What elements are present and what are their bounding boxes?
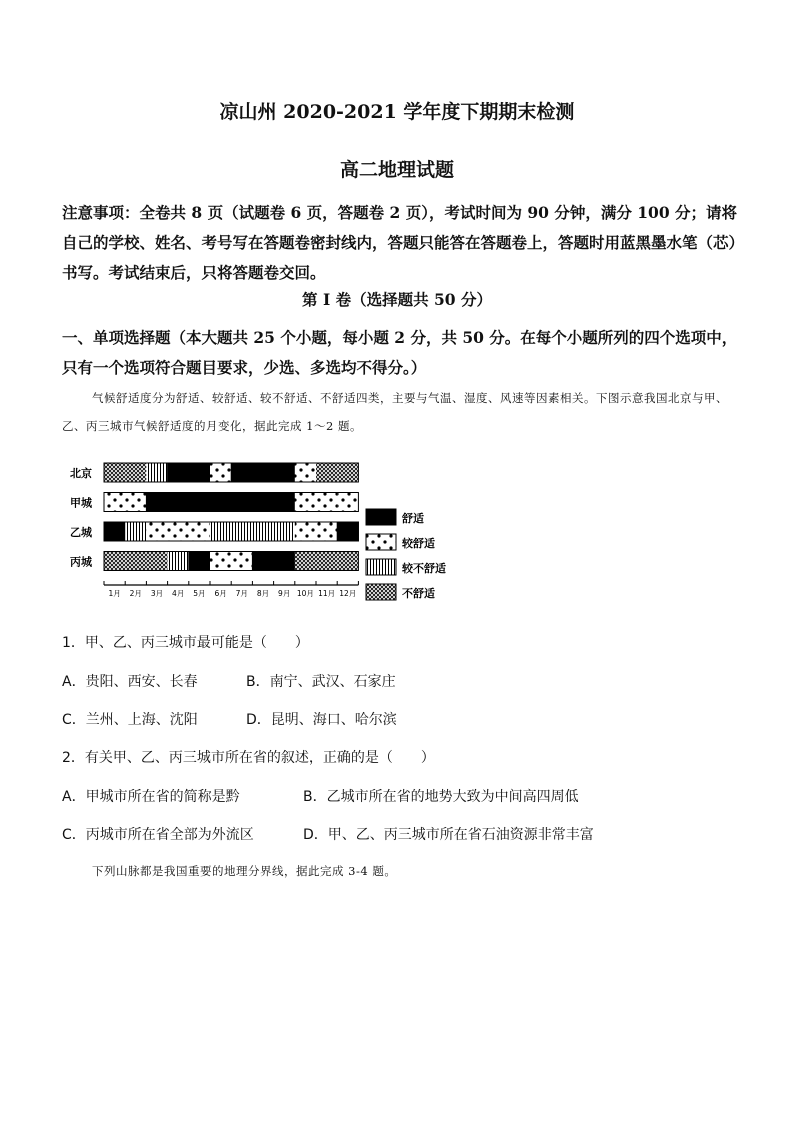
comfort-cell xyxy=(210,463,231,482)
comfort-cell xyxy=(168,522,189,541)
month-label: 12月 xyxy=(339,589,357,598)
section-title: 第 I 卷（选择题共 50 分） xyxy=(302,290,492,309)
comfort-cell xyxy=(337,463,358,482)
comfort-cell xyxy=(316,463,337,482)
comfort-cell xyxy=(104,522,125,541)
question-2-option-d: D．甲、乙、丙三城市所在省石油资源非常丰富 xyxy=(303,827,594,843)
exam-title: 凉山州 2020-2021 学年度下期期末检测 xyxy=(219,101,575,123)
comfort-cell xyxy=(337,522,358,541)
comfort-cell xyxy=(146,522,167,541)
legend-swatch xyxy=(366,584,396,600)
month-label: 2月 xyxy=(129,589,142,598)
material-paragraph-1: 气候舒适度分为舒适、较舒适、较不舒适、不舒适四类，主要与气温、湿度、风速等因素相关。下图示意我国北京与甲、乙、丙三城市气候舒适度的月变化，据此完成 1～2 题。 xyxy=(62,391,728,433)
comfort-cell xyxy=(274,522,295,541)
comfort-cell xyxy=(104,493,125,512)
comfort-cell xyxy=(125,552,146,571)
comfort-cell xyxy=(189,463,210,482)
month-label: 7月 xyxy=(235,589,248,598)
month-label: 9月 xyxy=(278,589,291,598)
comfort-cell xyxy=(231,522,252,541)
legend-label: 较舒适 xyxy=(402,537,435,550)
part-instructions: 一、单项选择题（本大题共 25 个小题，每小题 2 分，共 50 分。在每个小题所列的四个选项中，只有一个选项符合题目要求，少选、多选均不得分。） xyxy=(62,328,738,377)
question-1-option-a: A．贵阳、西安、长春 xyxy=(62,674,198,690)
comfort-cell xyxy=(146,493,167,512)
comfort-cell xyxy=(295,522,316,541)
comfort-cell xyxy=(252,493,273,512)
comfort-cell xyxy=(231,493,252,512)
comfort-cell xyxy=(168,552,189,571)
comfort-cell xyxy=(104,463,125,482)
comfort-cell xyxy=(252,522,273,541)
row-label: 丙城 xyxy=(70,555,92,569)
legend-swatch xyxy=(366,559,396,575)
comfort-cell xyxy=(146,463,167,482)
comfort-cell xyxy=(125,522,146,541)
month-label: 10月 xyxy=(296,589,314,598)
legend-label: 不舒适 xyxy=(402,587,435,600)
question-2-option-b: B．乙城市所在省的地势大致为中间高四周低 xyxy=(303,789,579,805)
question-1-option-c: C．兰州、上海、沈阳 xyxy=(62,712,198,728)
comfort-cell xyxy=(252,552,273,571)
month-label: 3月 xyxy=(150,589,164,598)
comfort-cell xyxy=(104,552,125,571)
row-label: 北京 xyxy=(70,467,92,480)
legend-swatch xyxy=(366,534,396,550)
comfort-cell xyxy=(274,493,295,512)
question-2-stem: 2．有关甲、乙、丙三城市所在省的叙述，正确的是（ ） xyxy=(62,750,435,766)
comfort-cell xyxy=(337,493,358,512)
month-label: 11月 xyxy=(318,589,336,598)
comfort-cell xyxy=(210,552,231,571)
comfort-cell xyxy=(295,493,316,512)
legend-swatch xyxy=(366,509,396,525)
comfort-cell xyxy=(252,463,273,482)
comfort-cell xyxy=(189,522,210,541)
comfort-chart xyxy=(70,455,470,615)
row-label: 乙城 xyxy=(70,526,92,539)
row-label: 甲城 xyxy=(70,496,92,510)
month-label: 4月 xyxy=(172,589,185,598)
question-2-option-a: A．甲城市所在省的简称是黔 xyxy=(62,789,240,805)
comfort-cell xyxy=(146,552,167,571)
comfort-cell xyxy=(274,463,295,482)
comfort-cell xyxy=(189,493,210,512)
comfort-cell xyxy=(274,552,295,571)
comfort-cell xyxy=(295,552,316,571)
month-label: 5月 xyxy=(193,589,206,598)
exam-subtitle: 高二地理试题 xyxy=(339,159,454,181)
notice-text: 注意事项：全卷共 8 页（试题卷 6 页，答题卷 2 页），考试时间为 90 分钟，满分 100 分；请将自己的学校、姓名、考号写在答题卷密封线内，答题只能答在答题卷上，答题时用蓝黑墨水笔（芯）书写。考试结束后，只将答题卷交回。 xyxy=(62,203,737,282)
month-label: 8月 xyxy=(256,589,270,598)
month-label: 1月 xyxy=(108,589,121,598)
comfort-cell xyxy=(168,463,189,482)
comfort-cell xyxy=(125,463,146,482)
comfort-cell xyxy=(337,552,358,571)
question-2-option-c: C．丙城市所在省全部为外流区 xyxy=(62,827,254,843)
comfort-cell xyxy=(295,463,316,482)
legend-label: 较不舒适 xyxy=(402,562,446,575)
comfort-cell xyxy=(125,493,146,512)
comfort-cell xyxy=(316,522,337,541)
comfort-cell xyxy=(210,522,231,541)
legend-label: 舒适 xyxy=(402,512,424,525)
comfort-cell xyxy=(231,552,252,571)
comfort-cell xyxy=(168,493,189,512)
comfort-cell xyxy=(316,493,337,512)
comfort-cell xyxy=(189,552,210,571)
question-1-option-d: D．昆明、海口、哈尔滨 xyxy=(246,712,397,728)
question-1-stem: 1．甲、乙、丙三城市最可能是（ ） xyxy=(62,635,309,651)
comfort-cell xyxy=(316,552,337,571)
comfort-cell xyxy=(231,463,252,482)
comfort-cell xyxy=(210,493,231,512)
question-1-option-b: B．南宁、武汉、石家庄 xyxy=(246,674,396,690)
month-label: 6月 xyxy=(214,589,227,598)
material-paragraph-2: 下列山脉都是我国重要的地理分界线，据此完成 3-4 题。 xyxy=(92,864,397,878)
